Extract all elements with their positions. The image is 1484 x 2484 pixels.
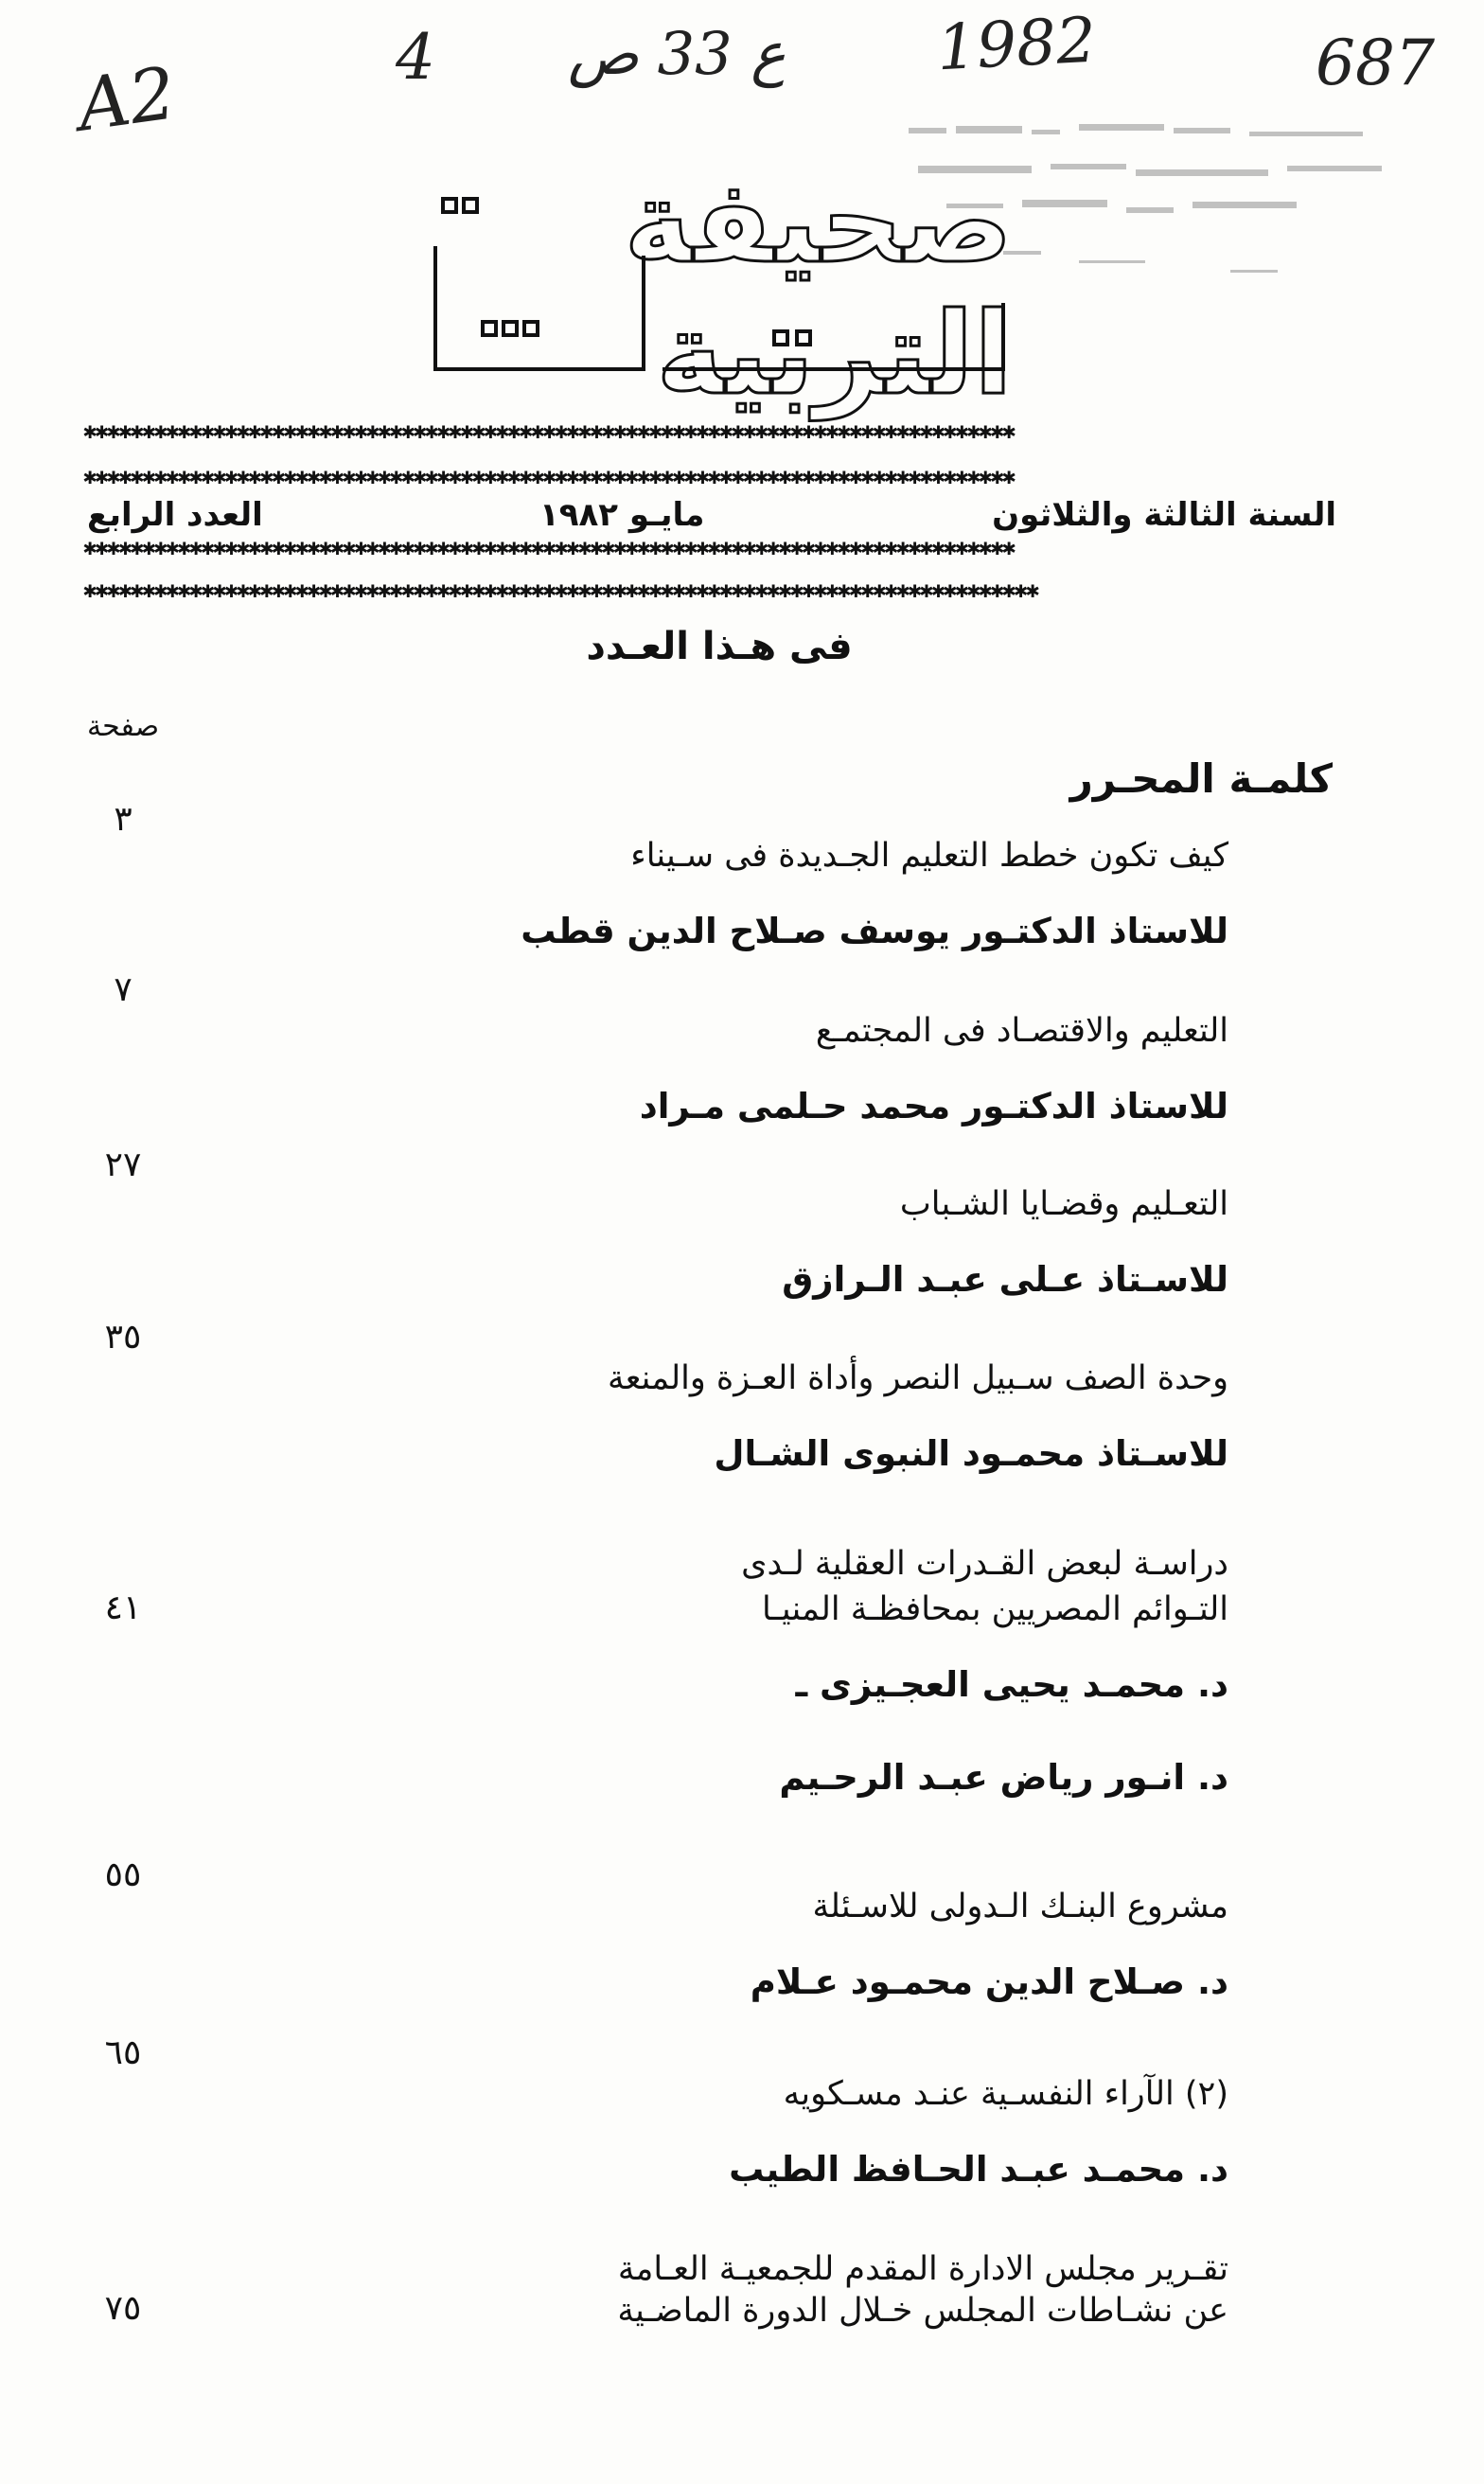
entry-author: للاسـتاذ محمـود النبوى الشـال [714,1433,1228,1474]
handwritten-note-four: 4 [396,21,435,94]
entry-page-number: ٧ [114,970,132,1009]
entry-title: دراسـة لبعض القـدرات العقلية لـدى [741,1545,1228,1583]
decorative-border-lower: ✱✱✱✱✱✱✱✱✱✱✱✱✱✱✱✱✱✱✱✱✱✱✱✱✱✱✱✱✱✱✱✱✱✱✱✱✱✱✱✱✱✱✱✱✱✱✱✱✱✱✱✱✱✱✱✱✱✱✱✱✱✱✱✱✱✱✱✱✱✱✱✱✱✱✱✱✱✱✱ [83,535,1015,559]
toc-entry [282,1181,1228,1304]
toc-entry [282,1541,1228,1802]
entry-author: د. انـور رياض عبـد الرحـيم [779,1757,1228,1798]
issue-date: مايـو ١٩٨٢ [539,496,705,534]
issue-number: العدد الرابع [87,496,263,534]
entry-page-number: ٦٥ [104,2033,142,2072]
entry-title: التعـليم وقضـايا الشـباب [899,1185,1228,1223]
entry-page-number: ٥٥ [104,1855,142,1894]
entry-title: التعليم والاقتصـاد فى المجتمـع [815,1012,1228,1050]
masthead-title: صحيفة التربية [624,157,1013,420]
entry-title: مشروع البنـك الـدولى للاسـئلة [812,1888,1228,1925]
handwritten-note-year: 1982 [935,3,1098,85]
entry-title: وحدة الصف سـبيل النصر وأداة العـزة والمنعة [608,1359,1228,1397]
decorative-border-bottom: ✱✱✱✱✱✱✱✱✱✱✱✱✱✱✱✱✱✱✱✱✱✱✱✱✱✱✱✱✱✱✱✱✱✱✱✱✱✱✱✱✱✱✱✱✱✱✱✱✱✱✱✱✱✱✱✱✱✱✱✱✱✱✱✱✱✱✱✱✱✱✱✱✱✱✱✱✱✱✱✱✱ [83,577,1038,602]
entry-page-number: ٧٥ [104,2289,142,2328]
entry-author: للاستاذ الدكتـور محمد حـلمى مـراد [639,1086,1228,1127]
decorative-border-middle: ✱✱✱✱✱✱✱✱✱✱✱✱✱✱✱✱✱✱✱✱✱✱✱✱✱✱✱✱✱✱✱✱✱✱✱✱✱✱✱✱✱✱✱✱✱✱✱✱✱✱✱✱✱✱✱✱✱✱✱✱✱✱✱✱✱✱✱✱✱✱✱✱✱✱✱✱✱✱✱ [83,464,1015,488]
page-column-label: صفحة [87,710,160,743]
handwritten-note-a2: A2 [72,50,181,148]
handwritten-note-code: ع 33 ص [568,19,786,88]
entry-author: د. محمـد يحيى العجـيزى ـ [795,1664,1228,1705]
handwritten-note-number: 687 [1316,27,1435,99]
entry-author: د. صـلاح الدين محمـود عـلام [750,1961,1228,2002]
entry-author: د. محمـد عبـد الحـافظ الطيب [729,2149,1228,2190]
toc-entry [282,833,1228,956]
toc-entry [282,2248,1228,2332]
toc-entry [282,1008,1228,1131]
entry-page-number: ٤١ [104,1588,142,1627]
entry-page-number: ٢٧ [104,1145,142,1184]
decorative-border-top: ✱✱✱✱✱✱✱✱✱✱✱✱✱✱✱✱✱✱✱✱✱✱✱✱✱✱✱✱✱✱✱✱✱✱✱✱✱✱✱✱✱✱✱✱✱✱✱✱✱✱✱✱✱✱✱✱✱✱✱✱✱✱✱✱✱✱✱✱✱✱✱✱✱✱✱✱✱✱✱ [83,418,1015,443]
entry-title: (٢) الآراء النفسـية عنـد مسـكويه [783,2075,1228,2113]
toc-entry [282,1884,1228,2007]
volume-label: السنة الثالثة والثلاثون [992,496,1336,534]
entry-title: تقـرير مجلس الادارة المقدم للجمعيـة العـامة [617,2250,1228,2288]
entry-page-number: ٣ [114,800,132,839]
editor-word-heading: كلمـة المحـرر [1069,755,1333,802]
entry-author: للاسـتاذ عـلى عبـد الـرازق [782,1259,1228,1300]
entry-title-continued: التـوائم المصريين بمحافظـة المنيـا [761,1590,1228,1628]
entry-page-number: ٣٥ [104,1318,142,1357]
entry-title-continued: عن نشـاطات المجلس خـلال الدورة الماضـية [617,2292,1228,2330]
toc-entry [282,1356,1228,1479]
toc-heading: فى هـذا العـدد [586,625,853,668]
entry-author: للاستاذ الدكتـور يوسف صـلاح الدين قطب [521,911,1228,951]
entry-title: كيف تكون خطط التعليم الجـديدة فى سـيناء [630,837,1228,875]
toc-entry [282,2071,1228,2194]
masthead-logo [426,157,1013,420]
